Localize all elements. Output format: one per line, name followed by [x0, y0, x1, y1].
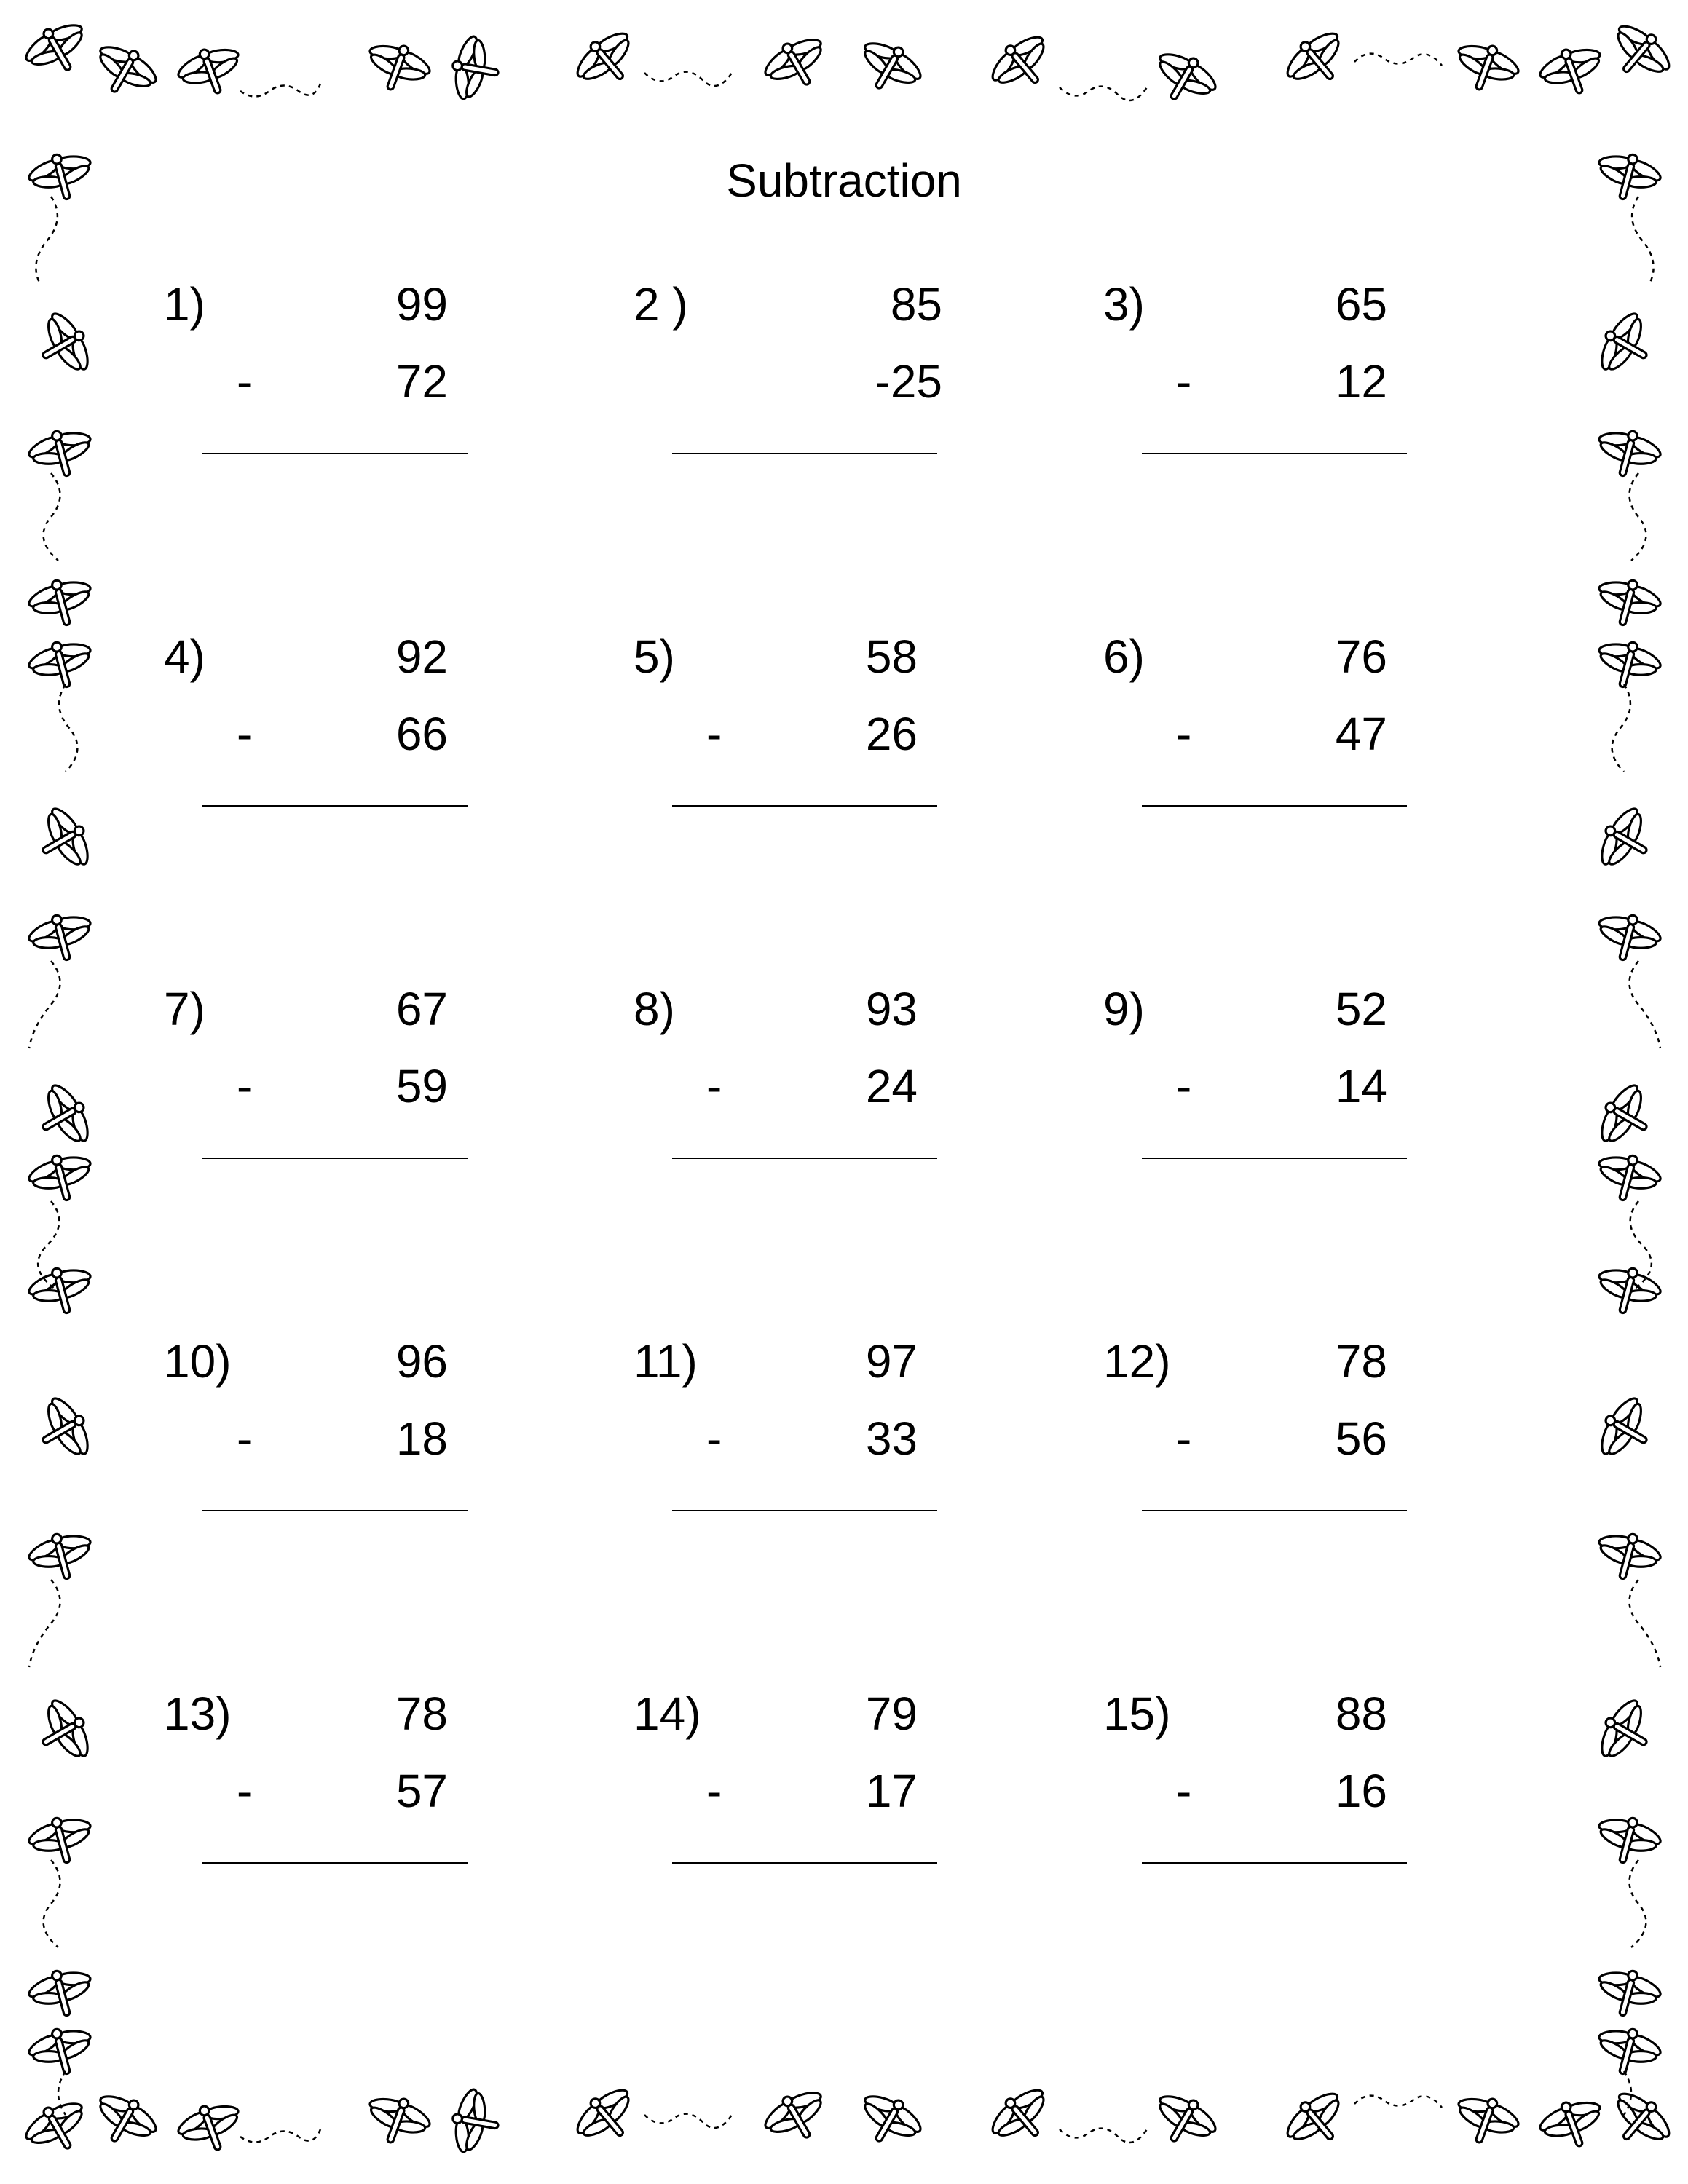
problem-14 — [634, 1685, 939, 1903]
problem-number: 14) — [634, 1688, 701, 1740]
page-title: Subtraction — [726, 154, 962, 207]
dragonfly-icon — [1590, 1147, 1665, 1208]
dragonfly-icon — [172, 2095, 250, 2161]
problem-number: 4) — [164, 630, 205, 683]
minuend: 67 — [395, 983, 448, 1035]
dragonfly-icon — [447, 2085, 504, 2159]
dragonfly-icon — [23, 907, 99, 968]
dragonfly-icon — [23, 1526, 99, 1587]
dragonfly-icon — [1277, 2082, 1357, 2160]
problem-11 — [634, 1332, 939, 1551]
answer-line[interactable] — [672, 1158, 937, 1159]
dragonfly-icon — [27, 1692, 100, 1772]
dragonfly-icon — [1590, 907, 1665, 968]
dragonfly-icon — [27, 800, 100, 880]
flight-trail — [644, 72, 732, 86]
dragonfly-icon — [1534, 39, 1612, 104]
answer-line[interactable] — [202, 1158, 468, 1159]
dragonfly-icon — [17, 2092, 98, 2164]
flight-trail — [36, 197, 58, 284]
dragonfly-icon — [1590, 634, 1665, 695]
dragonfly-icon — [84, 35, 165, 108]
subtrahend: 66 — [395, 708, 448, 760]
subtrahend: 24 — [865, 1060, 918, 1112]
flight-trail — [644, 2114, 732, 2128]
dragonfly-icon — [1590, 1390, 1663, 1470]
problem-number: 10) — [164, 1335, 232, 1388]
dragonfly-icon — [358, 35, 436, 100]
dragonfly-icon — [1534, 2092, 1612, 2157]
dragonfly-icon — [1277, 22, 1357, 100]
dragonfly-icon — [1447, 35, 1525, 100]
dragonfly-icon — [1590, 305, 1663, 385]
flight-trail — [1630, 473, 1646, 561]
dragonfly-icon — [757, 28, 837, 100]
dragonfly-icon — [23, 1810, 99, 1871]
dragonfly-icon — [27, 1077, 100, 1157]
flight-trail — [1354, 54, 1442, 66]
problem-2 — [634, 275, 942, 494]
problem-7 — [164, 980, 470, 1198]
minus-sign: - — [1176, 355, 1192, 408]
dragonfly-icon — [1590, 800, 1663, 880]
subtrahend: 18 — [395, 1412, 448, 1465]
problem-number: 13) — [164, 1688, 232, 1740]
flight-trail — [29, 961, 60, 1048]
problem-number: 5) — [634, 630, 675, 683]
flight-trail — [59, 684, 77, 772]
flight-trail — [1060, 87, 1147, 100]
subtrahend: 17 — [865, 1765, 918, 1817]
minuend: 58 — [865, 630, 918, 683]
answer-line[interactable] — [202, 805, 468, 807]
problem-15 — [1103, 1685, 1409, 1903]
flight-trail — [1612, 684, 1630, 772]
dragonfly-icon — [1590, 1260, 1665, 1321]
answer-line[interactable] — [202, 453, 468, 454]
flight-trail — [1630, 961, 1661, 1048]
minuend: 78 — [395, 1688, 448, 1740]
flight-trail — [1632, 197, 1654, 284]
dragonfly-icon — [1590, 1692, 1663, 1772]
problem-number: 9) — [1103, 983, 1145, 1035]
minus-sign: - — [1176, 1412, 1192, 1465]
dragonfly-icon — [1599, 2082, 1679, 2160]
minus-sign: - — [237, 355, 253, 408]
problem-12 — [1103, 1332, 1409, 1551]
subtrahend: 33 — [865, 1412, 918, 1465]
minus-sign: - — [706, 1412, 722, 1465]
flight-trail — [1630, 1860, 1646, 1947]
dragonfly-icon — [567, 22, 647, 100]
minuend: 78 — [1335, 1335, 1387, 1388]
dragonfly-icon — [1590, 1077, 1663, 1157]
minus-sign: - — [1176, 708, 1192, 760]
minuend: 92 — [395, 630, 448, 683]
subtrahend: 14 — [1335, 1060, 1387, 1112]
flight-trail — [240, 2129, 320, 2143]
dragonfly-icon — [982, 25, 1062, 103]
dragonfly-icon — [1590, 1963, 1665, 2024]
subtrahend: -25 — [875, 355, 942, 408]
answer-line[interactable] — [672, 1862, 937, 1864]
answer-line[interactable] — [1142, 1510, 1407, 1511]
problem-9 — [1103, 980, 1409, 1198]
minuend: 88 — [1335, 1688, 1387, 1740]
minuend: 96 — [395, 1335, 448, 1388]
subtrahend: 57 — [395, 1765, 448, 1817]
flight-trail — [1354, 2096, 1442, 2108]
dragonfly-icon — [567, 2078, 647, 2156]
problem-6 — [1103, 628, 1409, 846]
subtrahend: 26 — [865, 708, 918, 760]
problem-4 — [164, 628, 470, 846]
answer-line[interactable] — [202, 1510, 468, 1511]
dragonfly-icon — [1590, 572, 1665, 633]
problem-10 — [164, 1332, 470, 1551]
minuend: 76 — [1335, 630, 1387, 683]
answer-line[interactable] — [1142, 1158, 1407, 1159]
dragonfly-icon — [982, 2078, 1062, 2156]
flight-trail — [29, 1580, 60, 1667]
dragonfly-icon — [1144, 2084, 1224, 2157]
dragonfly-icon — [1590, 2021, 1665, 2082]
problem-number: 8) — [634, 983, 675, 1035]
problem-1 — [164, 275, 470, 494]
answer-line[interactable] — [1142, 453, 1407, 454]
subtrahend: 16 — [1335, 1765, 1387, 1817]
dragonfly-icon — [17, 13, 98, 86]
answer-line[interactable] — [202, 1862, 468, 1864]
dragonfly-icon — [84, 2084, 165, 2157]
dragonfly-icon — [849, 31, 929, 104]
dragonfly-icon — [849, 2084, 929, 2157]
subtrahend: 12 — [1335, 355, 1387, 408]
minus-sign: - — [1176, 1765, 1192, 1817]
flight-trail — [1630, 1580, 1661, 1667]
dragonfly-icon — [27, 1390, 100, 1470]
minus-sign: - — [706, 1765, 722, 1817]
problem-5 — [634, 628, 939, 846]
answer-line[interactable] — [1142, 805, 1407, 807]
flight-trail — [1060, 2129, 1147, 2143]
minus-sign: - — [706, 708, 722, 760]
answer-line[interactable] — [672, 805, 937, 807]
minus-sign: - — [706, 1060, 722, 1112]
dragonfly-icon — [1590, 423, 1665, 484]
problem-13 — [164, 1685, 470, 1903]
dragonfly-icon — [23, 2021, 99, 2082]
dragonfly-icon — [1590, 1810, 1665, 1871]
problem-3 — [1103, 275, 1409, 494]
subtrahend: 47 — [1335, 708, 1387, 760]
dragonfly-icon — [358, 2088, 436, 2153]
dragonfly-icon — [27, 305, 100, 385]
problem-number: 7) — [164, 983, 205, 1035]
minuend: 85 — [890, 278, 942, 331]
minus-sign: - — [237, 1060, 253, 1112]
answer-line[interactable] — [672, 453, 937, 454]
answer-line[interactable] — [672, 1510, 937, 1511]
minuend: 93 — [865, 983, 918, 1035]
flight-trail — [240, 84, 320, 97]
dragonfly-icon — [1447, 2088, 1525, 2153]
subtrahend: 56 — [1335, 1412, 1387, 1465]
problem-number: 1) — [164, 278, 205, 331]
answer-line[interactable] — [1142, 1862, 1407, 1864]
minus-sign: - — [1176, 1060, 1192, 1112]
minus-sign: - — [237, 1412, 253, 1465]
dragonfly-icon — [172, 39, 250, 104]
minus-sign: - — [237, 708, 253, 760]
minus-sign: - — [237, 1765, 253, 1817]
problem-number: 2 ) — [634, 278, 688, 331]
problem-number: 6) — [1103, 630, 1145, 683]
dragonfly-icon — [1590, 1526, 1665, 1587]
minuend: 52 — [1335, 983, 1387, 1035]
subtrahend: 72 — [395, 355, 448, 408]
dragonfly-icon — [757, 2081, 837, 2153]
subtrahend: 59 — [395, 1060, 448, 1112]
minuend: 79 — [865, 1688, 918, 1740]
problem-number: 15) — [1103, 1688, 1171, 1740]
minuend: 99 — [395, 278, 448, 331]
minuend: 65 — [1335, 278, 1387, 331]
flight-trail — [44, 473, 60, 561]
problem-number: 12) — [1103, 1335, 1171, 1388]
dragonfly-icon — [23, 1147, 99, 1208]
dragonfly-icon — [23, 1963, 99, 2024]
flight-trail — [44, 1860, 60, 1947]
problem-number: 11) — [634, 1335, 698, 1388]
dragonfly-icon — [23, 634, 99, 695]
dragonfly-icon — [23, 572, 99, 633]
dragonfly-icon — [23, 1260, 99, 1321]
problem-8 — [634, 980, 939, 1198]
dragonfly-icon — [1599, 15, 1679, 92]
dragonfly-icon — [23, 423, 99, 484]
minuend: 97 — [865, 1335, 918, 1388]
dragonfly-icon — [1144, 42, 1224, 115]
dragonfly-icon — [447, 32, 504, 106]
problem-number: 3) — [1103, 278, 1145, 331]
